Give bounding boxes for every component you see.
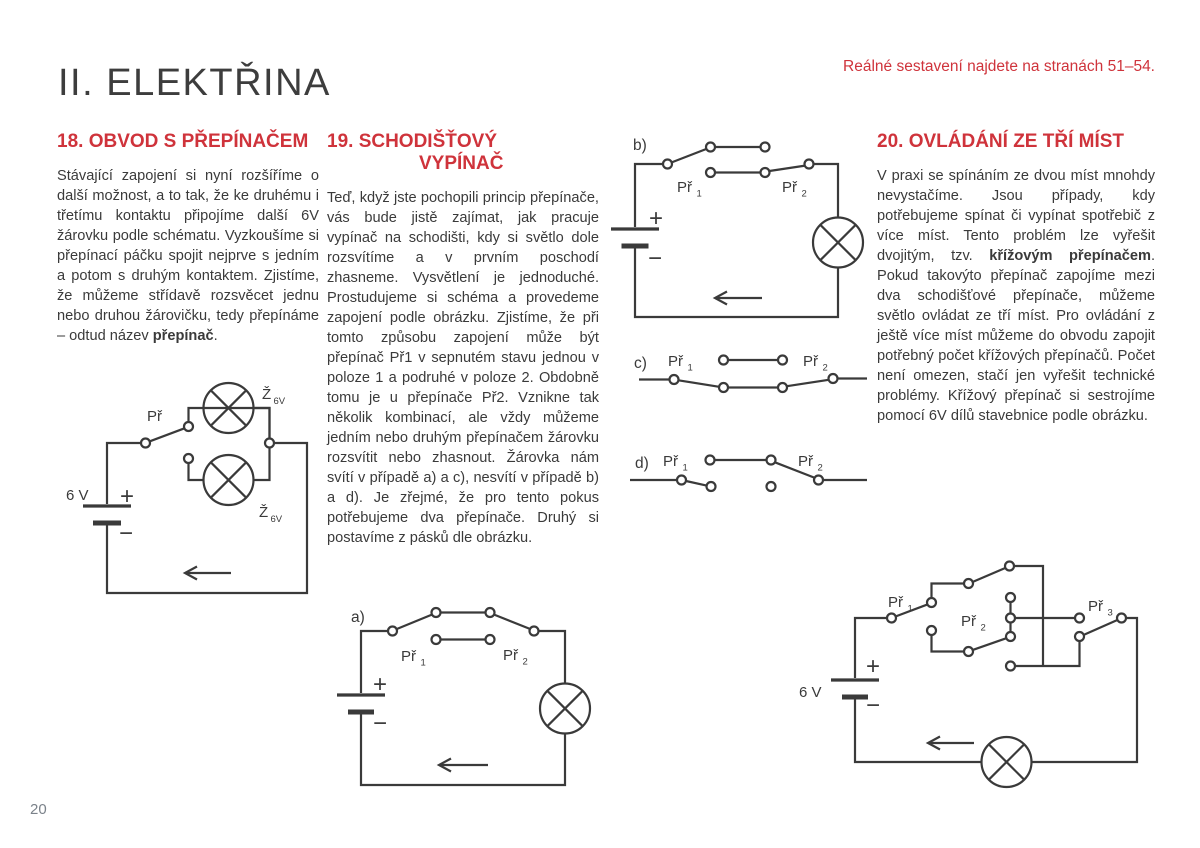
switch1-label-sub: 1 bbox=[420, 657, 426, 669]
switch2-label-sub: 2 bbox=[801, 188, 807, 200]
switch2-label: Př bbox=[961, 613, 976, 630]
diagram-tag-d: d) bbox=[635, 455, 649, 472]
section-19-heading bbox=[327, 131, 599, 175]
circuit-diagram-18 bbox=[55, 370, 325, 620]
section-20-heading: 20. OVLÁDÁNÍ ZE TŘÍ MÍST bbox=[877, 131, 1125, 152]
minus-symbol: − bbox=[118, 520, 134, 547]
switch3-label: Př bbox=[1088, 598, 1103, 615]
switch2-label: Př bbox=[782, 179, 797, 196]
page-number: 20 bbox=[30, 801, 47, 818]
switch2-label: Př bbox=[503, 647, 518, 664]
minus-symbol: − bbox=[647, 245, 663, 272]
switch1-label: Př bbox=[888, 594, 903, 611]
switch1-label-sub: 1 bbox=[696, 188, 702, 200]
plus-symbol: + bbox=[648, 205, 664, 232]
current-direction-arrow bbox=[928, 737, 974, 750]
diagram-tag: a) bbox=[351, 609, 365, 626]
switch1-label: Př bbox=[677, 179, 692, 196]
switch-label: Př bbox=[147, 408, 162, 425]
section-19 bbox=[327, 131, 599, 548]
circuit-diagram-b bbox=[610, 115, 875, 330]
section-20-body: V praxi se spínáním ze dvou míst mnohdy nevystačíme. Jsou případy, kdy potřebujeme spínat či vypínat spotřebič z více míst. Tento problém lze vyřešit dvojitým, tzv. křížovým přepínačem. Pokud takovýto přepínač zapojíme mezi dva schodišťové přepínače, můžeme světlo ovládat ze tří míst. Pro ovládání z ještě více míst můžeme do obvodu zapojit potřebný počet křížových přepínačů. Počet není omezen, stačí jen vyřešit technické problémy. Křížový přepínač si sestrojíme pomocí 6V dílů stavebnice podle obrázku. bbox=[877, 168, 1155, 424]
current-direction-arrow bbox=[715, 292, 762, 305]
switch2-label-d-sub: 2 bbox=[817, 462, 823, 474]
battery-voltage-label: 6 V bbox=[799, 684, 822, 701]
wires bbox=[107, 408, 307, 593]
lamp-top-label-sub: 6V bbox=[273, 396, 286, 407]
switch2-label-c-sub: 2 bbox=[822, 362, 828, 374]
switch-pr2-icon bbox=[432, 614, 539, 644]
switch-pr3-icon bbox=[1075, 614, 1126, 642]
current-direction-arrow bbox=[185, 567, 231, 580]
section-18 bbox=[57, 131, 319, 346]
switch1-label-c: Př bbox=[668, 353, 683, 370]
plus-symbol: + bbox=[119, 483, 135, 510]
section-18-heading: 18. OBVOD S PŘEPÍNAČEM bbox=[57, 131, 309, 152]
wires bbox=[635, 164, 838, 317]
current-direction-arrow bbox=[439, 759, 488, 772]
switch-pr1-icon bbox=[388, 608, 495, 636]
diagram-tag-c: c) bbox=[634, 355, 647, 372]
lamp-icon-bottom bbox=[204, 455, 254, 505]
switch1-label: Př bbox=[401, 648, 416, 665]
switch2-label-sub: 2 bbox=[522, 656, 528, 668]
section-20 bbox=[877, 131, 1155, 426]
section-19-body: Teď, když jste pochopili princip přepínače, vás bude jistě zajímat, jak pracuje vypínač na schodišti, kdy si světlo dole rozsvítíme a v prvním poschodí zhasneme. Vysvětlení je jednoduché. Prostudujeme si schéma a provedeme zapojení podle obrázku. Zjistíme, že při tomto způsobu zapojení může být přepínač Př1 v sepnutém stavu jednou v poloze 1 a podruhé v poloze 2. Obdobně tomu je u přepínače Př2. Vznikne tak několik kombinací, ale vždy můžeme jedním nebo druhým přepínačem žárovku rozsvítit nebo zhasnout. Žárovka nám svítí v případě a) a c), nesvítí v případě b) a d). Je zřejmé, že pro tento pokus potřebujeme dva přepínače. Druhý si postavíme z pásků dle obrázku. bbox=[327, 190, 599, 546]
switch-pr2-icon bbox=[706, 160, 814, 178]
plus-symbol: + bbox=[372, 671, 388, 698]
circuit-diagram-c-d bbox=[610, 330, 875, 510]
switch2-label-c: Př bbox=[803, 353, 818, 370]
circuit-diagram-20 bbox=[780, 540, 1160, 820]
section-19-heading-line2: VYPÍNAČ bbox=[419, 153, 504, 174]
lamp-icon bbox=[982, 737, 1032, 787]
switch2-label-sub: 2 bbox=[980, 622, 986, 634]
lamp-bottom-label-sub: 6V bbox=[270, 514, 283, 525]
circuit-diagram-a bbox=[330, 590, 620, 820]
section-18-body: Stávající zapojení si nyní rozšíříme o další možnost, a to tak, že ke druhému i třetímu kontaktu připojíme další 6V žárovku podle schématu. Vyzkoušíme si přepínací páčku spojit nejprve s jedním a potom s druhým kontaktem. Zjistíme, že můžeme střídavě rozsvěcet jednu nebo druhou žárovičku, tedy přepínáme – odtud název přepínač. bbox=[57, 168, 319, 344]
lamp-top-label: Ž bbox=[262, 386, 272, 403]
switch3-label-sub: 3 bbox=[1107, 607, 1113, 619]
minus-symbol: − bbox=[372, 710, 388, 737]
battery-voltage-label: 6 V bbox=[66, 487, 89, 504]
minus-symbol: − bbox=[865, 692, 881, 719]
section-19-heading-line1: 19. SCHODIŠŤOVÝ bbox=[327, 131, 497, 152]
switch2-label-d: Př bbox=[798, 453, 813, 470]
switch-pr-icon bbox=[141, 422, 193, 463]
switch-pr1-icon bbox=[663, 143, 770, 169]
reference-note: Reálné sestavení najdete na stranách 51–54. bbox=[843, 58, 1155, 75]
junction-contact bbox=[265, 439, 274, 448]
switch1-label-d-sub: 1 bbox=[682, 462, 688, 474]
switch1-label-c-sub: 1 bbox=[687, 362, 693, 374]
lamp-icon bbox=[540, 684, 590, 734]
plus-symbol: + bbox=[865, 653, 881, 680]
page-title: II. ELEKTŘINA bbox=[58, 62, 331, 104]
lamp-icon bbox=[813, 218, 863, 268]
wires bbox=[361, 631, 565, 785]
lamp-bottom-label: Ž bbox=[259, 504, 269, 521]
diagram-tag: b) bbox=[633, 137, 647, 154]
switch1-label-sub: 1 bbox=[907, 603, 913, 615]
switch1-label-d: Př bbox=[663, 453, 678, 470]
